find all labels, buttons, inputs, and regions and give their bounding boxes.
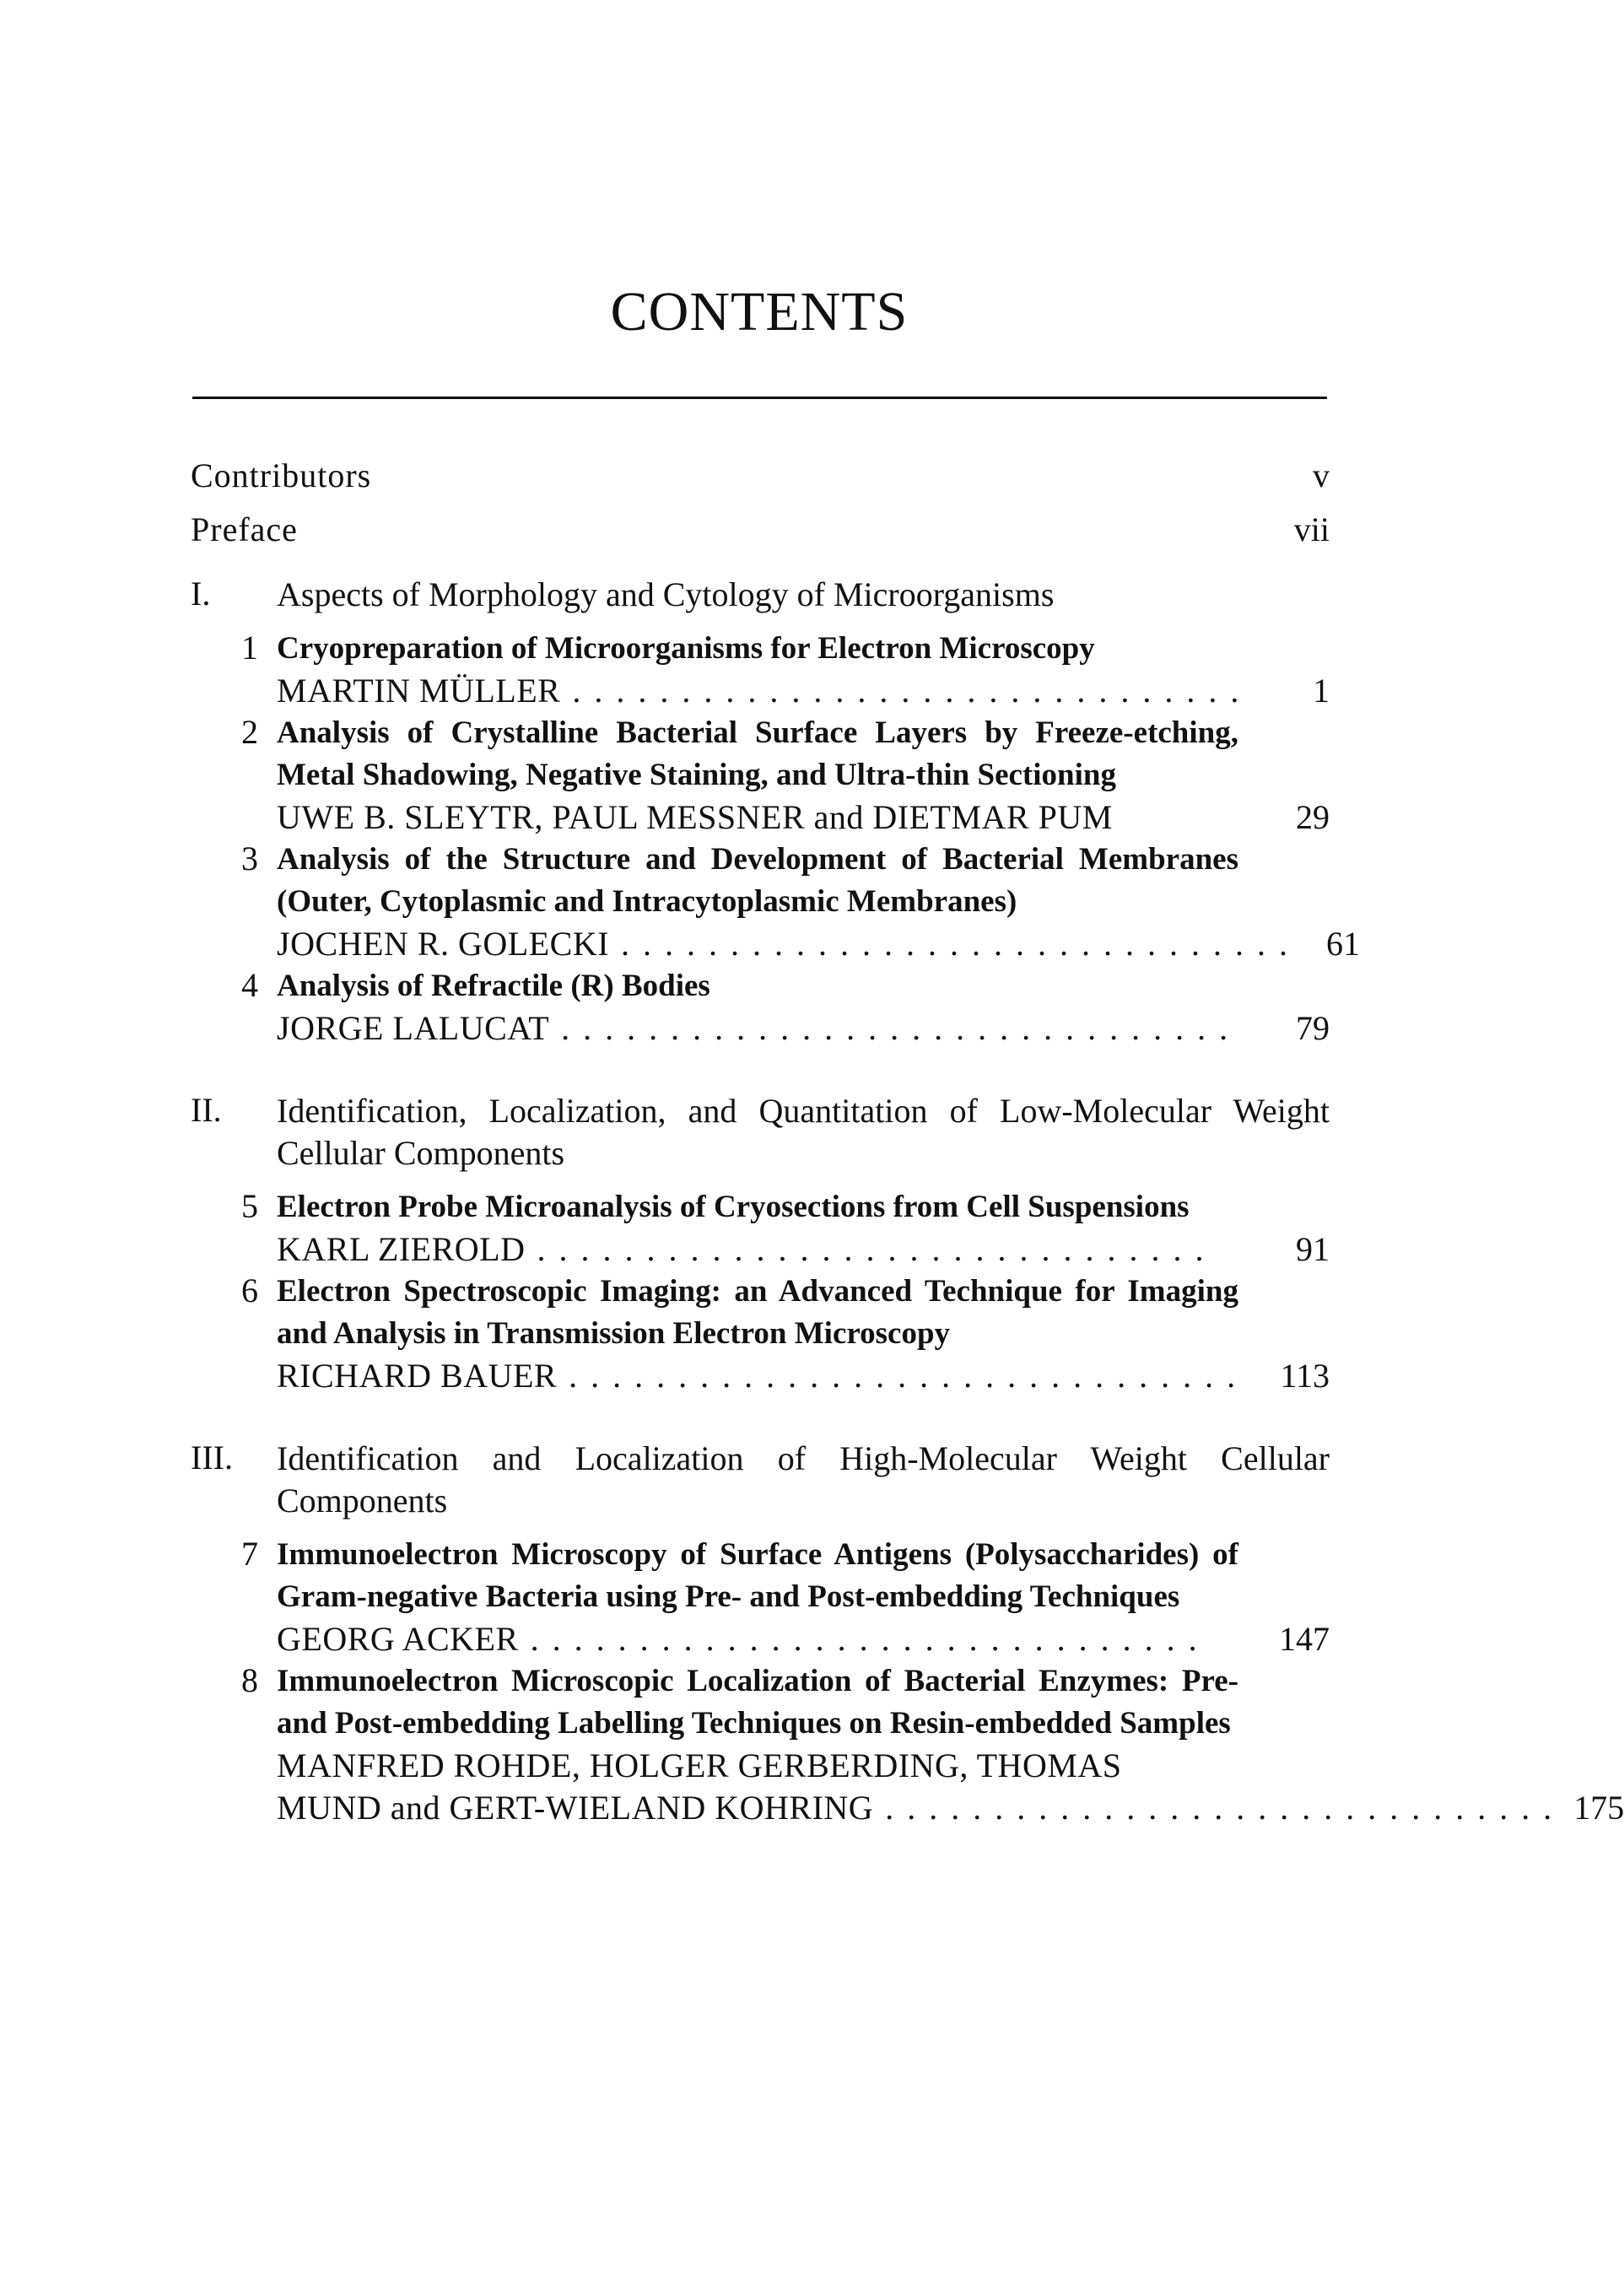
chapter-6[interactable] <box>191 1271 1330 1397</box>
part-heading-2 <box>191 1090 1330 1174</box>
chapter-4[interactable] <box>191 965 1330 1050</box>
chapter-title: Analysis of the Structure and Development of Bacterial Membranes (Outer, Cytoplasmic and Intracytoplasmic Membranes) <box>277 842 1238 919</box>
chapter-title: Analysis of Crystalline Bacterial Surface Layers by Freeze-etching, Metal Shadowing, Negative Staining, and Ultra-thin Sectioning <box>277 715 1238 792</box>
chapter-title: Electron Probe Microanalysis of Cryosections from Cell Suspensions <box>277 1190 1190 1224</box>
dot-leader: ............................... <box>621 925 1302 963</box>
chapter-number: 8 <box>241 1661 258 1699</box>
chapter-author-line <box>277 1618 1330 1660</box>
chapter-title: Immunoelectron Microscopy of Surface Antigens (Polysaccharides) of Gram-negative Bacteria using Pre- and Post-embedding Techniques <box>277 1537 1238 1614</box>
chapter-authors-line-1: MANFRED ROHDE, HOLGER GERBERDING, THOMAS <box>277 1746 1122 1784</box>
entry-label: Preface <box>191 510 298 548</box>
chapter-page: 1 <box>1313 672 1330 710</box>
dot-leader: ............................... <box>530 1620 1211 1658</box>
entry-label: Contributors <box>191 456 372 494</box>
part-heading-3 <box>191 1438 1330 1522</box>
chapter-authors: MUND and GERT-WIELAND KOHRING <box>277 1789 874 1827</box>
part-title: Aspects of Morphology and Cytology of Microorganisms <box>277 575 1055 613</box>
chapter-authors: JOCHEN R. GOLECKI <box>277 925 610 963</box>
chapter-authors: UWE B. SLEYTR, PAUL MESSNER and DIETMAR PUM <box>277 798 1113 836</box>
chapter-page: 29 <box>1296 798 1330 836</box>
chapter-author-line <box>277 670 1330 712</box>
chapter-author-line <box>277 1787 1624 1829</box>
entry-page: vii <box>1293 510 1330 548</box>
chapter-page: 147 <box>1279 1620 1330 1658</box>
chapter-list-3 <box>191 1534 1624 1829</box>
chapter-number: 3 <box>241 839 258 877</box>
chapter-title: Electron Spectroscopic Imaging: an Advanced Technique for Imaging and Analysis in Transmission Electron Microscopy <box>277 1274 1238 1351</box>
entry-page: v <box>1313 456 1330 494</box>
chapter-authors: RICHARD BAUER <box>277 1357 558 1395</box>
toc-entry-preface[interactable] <box>191 510 1330 564</box>
chapter-number: 1 <box>241 629 258 667</box>
chapter-title: Analysis of Refractile (R) Bodies <box>277 969 710 1003</box>
page-title: CONTENTS <box>610 281 909 343</box>
chapter-author-line <box>277 923 1361 965</box>
chapter-title: Cryopreparation of Microorganisms for Electron Microscopy <box>277 631 1095 666</box>
dot-leader: ............................... <box>569 1357 1249 1395</box>
chapter-list-2 <box>191 1186 1330 1397</box>
chapter-author-line <box>277 1007 1330 1050</box>
part-number: I. <box>191 575 211 613</box>
chapter-page: 113 <box>1280 1357 1330 1395</box>
chapter-number: 4 <box>241 966 258 1004</box>
chapter-number: 2 <box>241 713 258 751</box>
chapter-8[interactable] <box>191 1660 1624 1829</box>
title-rule <box>192 397 1327 399</box>
chapter-7[interactable] <box>191 1534 1330 1660</box>
toc-content <box>191 456 1624 1829</box>
part-number: III. <box>191 1439 233 1476</box>
chapter-1[interactable] <box>191 628 1330 712</box>
part-heading-1 <box>191 574 1330 616</box>
chapter-authors: GEORG ACKER <box>277 1620 519 1658</box>
chapter-2[interactable] <box>191 712 1330 839</box>
chapter-title: Immunoelectron Microscopic Localization of Bacterial Enzymes: Pre- and Post-embedding Labelling Techniques on Resin-embedded Samples <box>277 1664 1238 1741</box>
chapter-page: 61 <box>1326 925 1361 963</box>
chapter-authors: JORGE LALUCAT <box>277 1009 550 1047</box>
chapter-page: 79 <box>1296 1009 1330 1047</box>
part-number: II. <box>191 1091 222 1129</box>
chapter-author-line <box>277 796 1330 839</box>
chapter-number: 5 <box>241 1187 258 1225</box>
chapter-author-line <box>277 1228 1330 1271</box>
chapter-list-1 <box>191 628 1361 1050</box>
chapter-authors: MARTIN MÜLLER <box>277 672 561 710</box>
chapter-authors: KARL ZIEROLD <box>277 1230 526 1268</box>
dot-leader: ............................... <box>537 1230 1217 1268</box>
dot-leader: ............................... <box>572 672 1253 710</box>
chapter-5[interactable] <box>191 1186 1330 1271</box>
chapter-number: 6 <box>241 1271 258 1309</box>
chapter-number: 7 <box>241 1535 258 1573</box>
chapter-author-line <box>277 1355 1330 1397</box>
dot-leader: ............................... <box>885 1789 1566 1827</box>
part-title: Identification and Localization of High-Molecular Weight Cellular Components <box>277 1439 1330 1520</box>
chapter-page: 91 <box>1296 1230 1330 1268</box>
chapter-page: 175 <box>1573 1789 1624 1827</box>
part-title: Identification, Localization, and Quantitation of Low-Molecular Weight Cellular Components <box>277 1092 1330 1172</box>
chapter-3[interactable] <box>191 839 1361 965</box>
toc-entry-contributors[interactable] <box>191 456 1330 510</box>
dot-leader: ............................... <box>561 1009 1242 1047</box>
